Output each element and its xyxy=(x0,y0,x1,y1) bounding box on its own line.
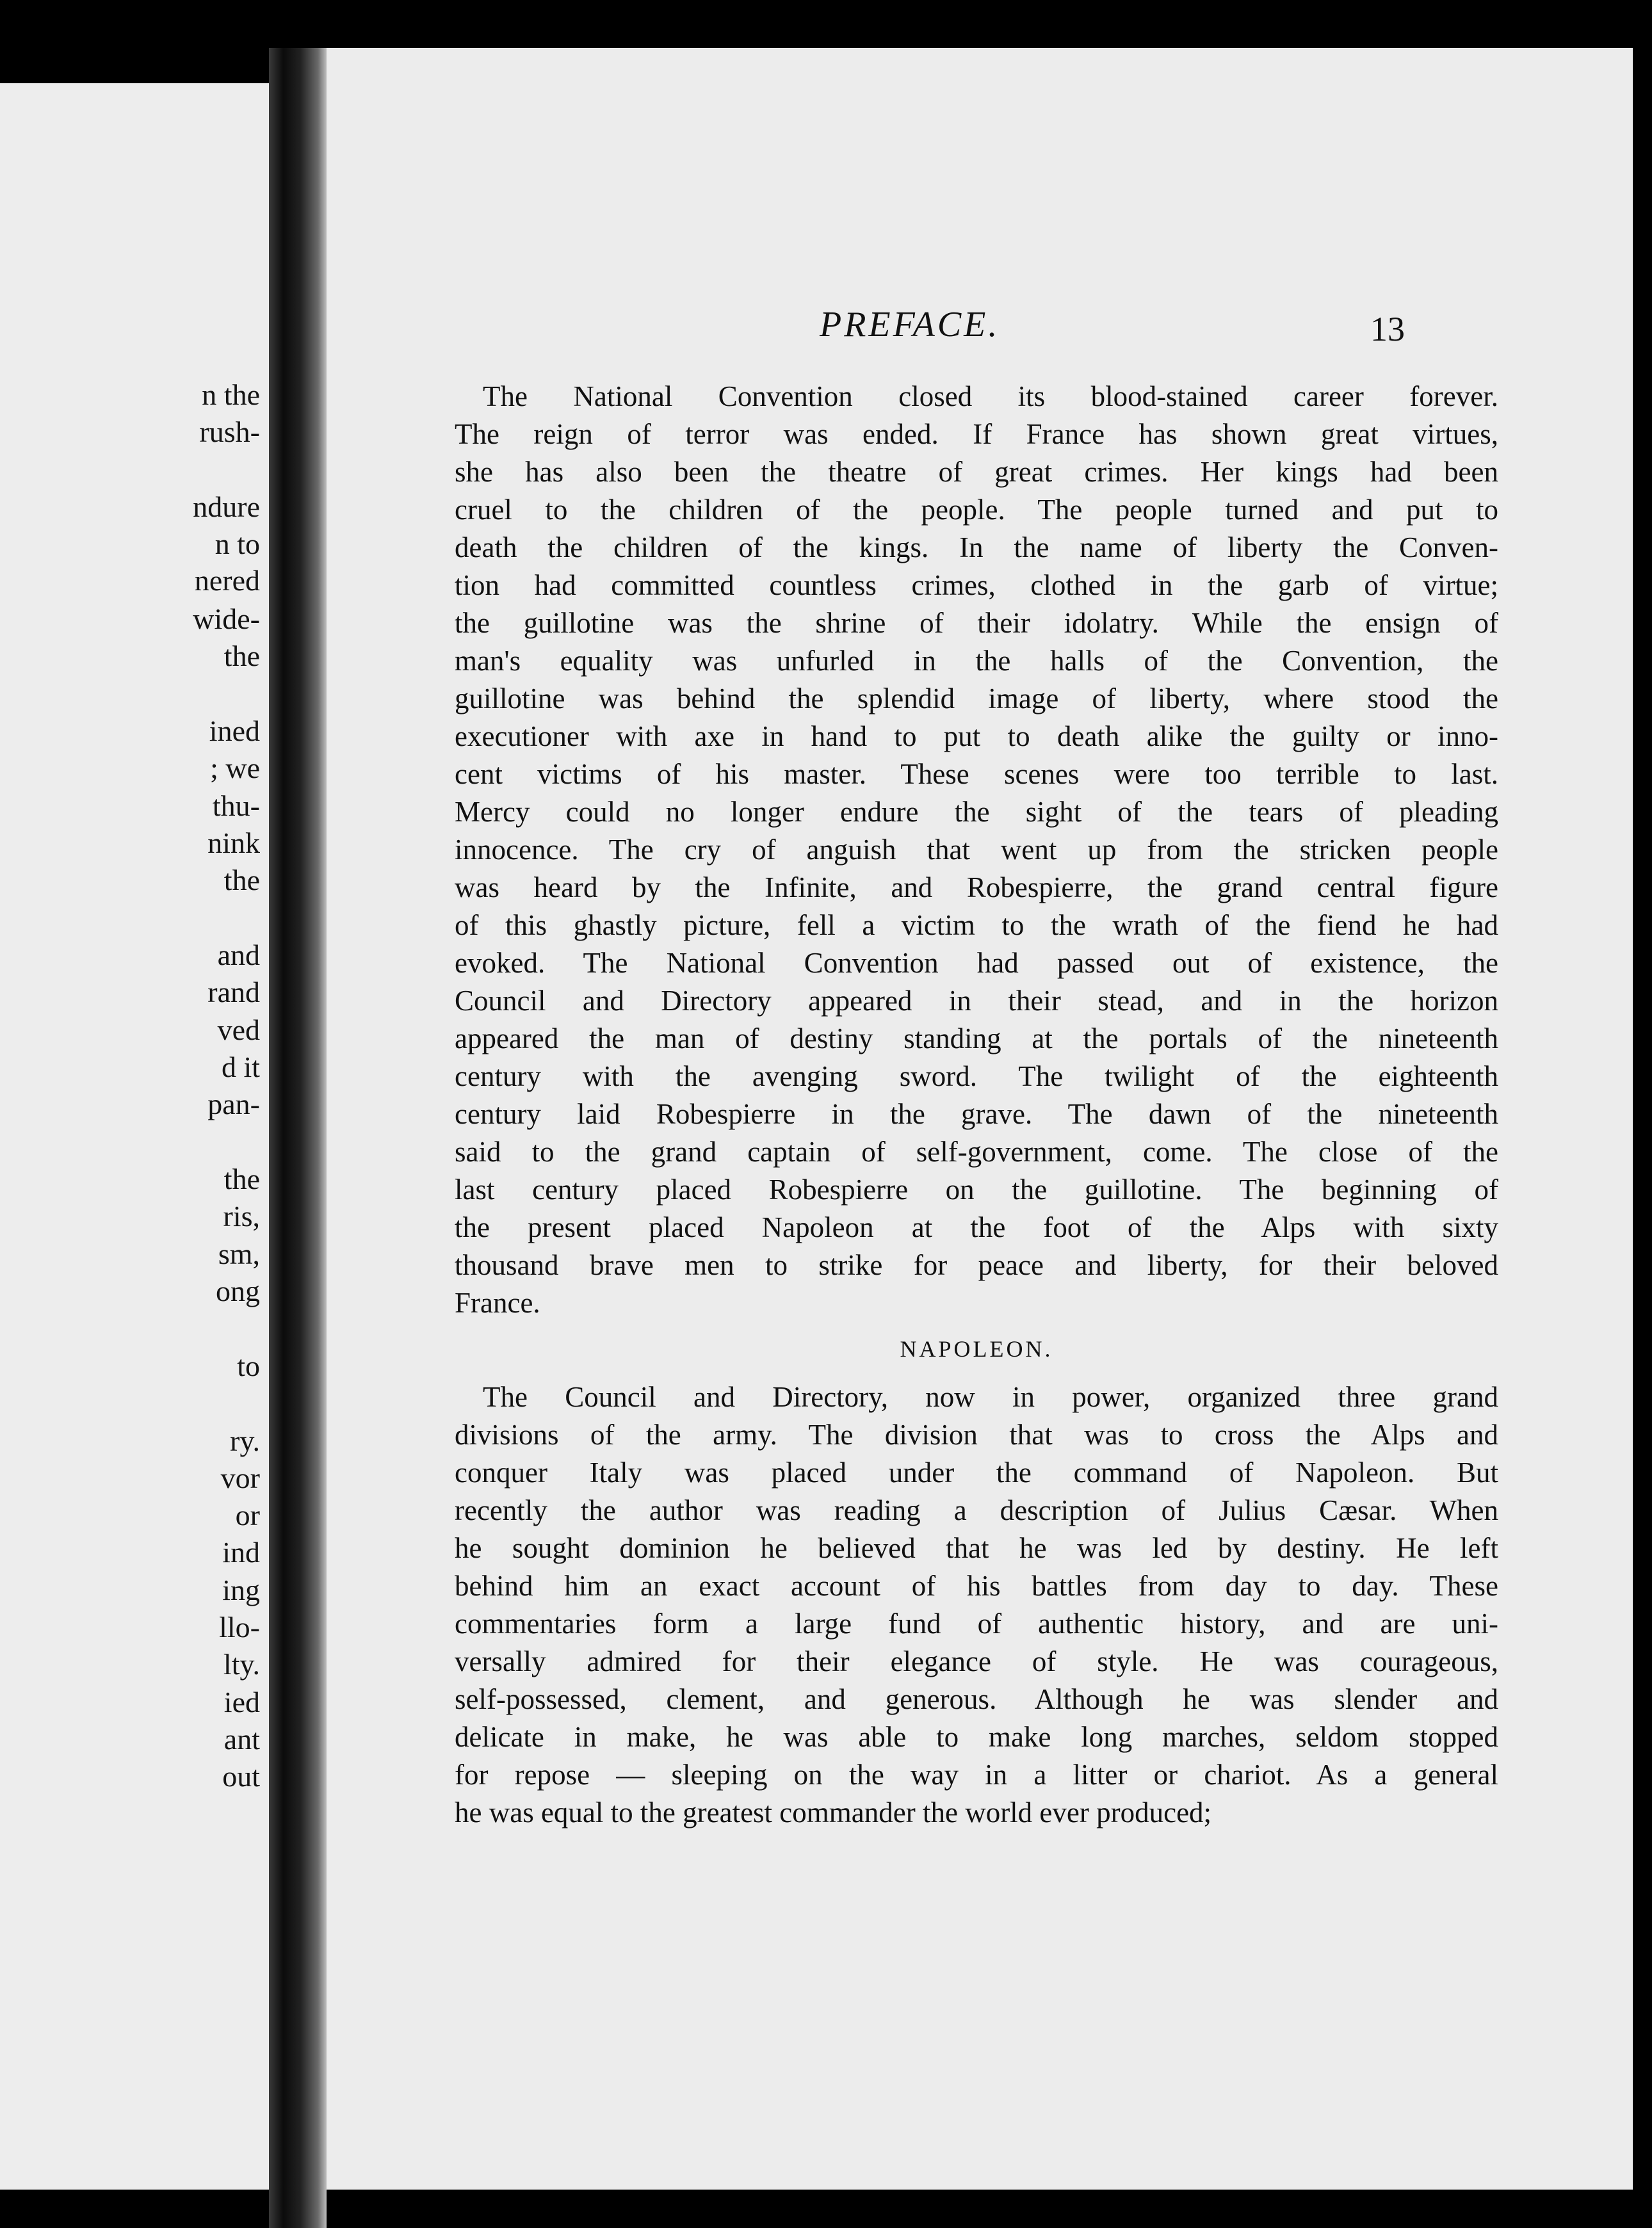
left-page-fragment: wide- xyxy=(193,602,260,635)
left-page-fragment: rand xyxy=(207,976,260,1008)
paragraph-1-line: century laid Robespierre in the grave. The dawn of the nineteenth xyxy=(455,1098,1498,1130)
left-page-text-fragments xyxy=(0,83,260,2190)
paragraph-1-line: The reign of terror was ended. If France has shown great virtues, xyxy=(455,418,1498,450)
paragraph-2-line: divisions of the army. The division that was to cross the Alps and xyxy=(455,1419,1498,1451)
paragraph-2-line: behind him an exact account of his battles from day to day. These xyxy=(455,1570,1498,1602)
paragraph-1-line: last century placed Robespierre on the guillotine. The beginning of xyxy=(455,1174,1498,1206)
left-page-fragment: nink xyxy=(207,827,260,859)
running-title: PREFACE. xyxy=(820,305,1000,344)
left-page-fragment: out xyxy=(222,1760,260,1793)
paragraph-1-line: of this ghastly picture, fell a victim to the wrath of the fiend he had xyxy=(455,909,1498,941)
left-page-fragment: ; we xyxy=(210,752,260,784)
left-page-fragment: pan- xyxy=(207,1088,260,1120)
body-text xyxy=(455,378,1498,1832)
paragraph-1-line: appeared the man of destiny standing at the portals of the nineteenth xyxy=(455,1022,1498,1054)
paragraph-1-line: century with the avenging sword. The twilight of the eighteenth xyxy=(455,1060,1498,1092)
paragraph-2 xyxy=(455,1378,1498,1832)
paragraph-1-line: man's equality was unfurled in the halls of the Convention, the xyxy=(455,645,1498,677)
left-page-fragment: ved xyxy=(217,1013,260,1046)
left-page-fragment: ris, xyxy=(223,1200,260,1232)
page-number: 13 xyxy=(1370,310,1405,348)
paragraph-2-line: conquer Italy was placed under the command of Napoleon. But xyxy=(455,1457,1498,1489)
paragraph-1-line: guillotine was behind the splendid image of liberty, where stood the xyxy=(455,682,1498,714)
left-page-fragment: thu- xyxy=(212,789,260,822)
paragraph-1-line: death the children of the kings. In the name of liberty the Conven- xyxy=(455,531,1498,563)
paragraph-2-line: commentaries form a large fund of authentic history, and are uni- xyxy=(455,1608,1498,1640)
paragraph-1-line: The National Convention closed its blood-stained career forever. xyxy=(483,380,1498,412)
left-page-fragment: or xyxy=(235,1499,260,1531)
left-page-fragment: ing xyxy=(222,1574,260,1606)
left-page xyxy=(0,83,269,2190)
left-page-fragment: the xyxy=(223,1163,260,1195)
paragraph-1-line: cruel to the children of the people. The people turned and put to xyxy=(455,494,1498,526)
left-page-fragment: n the xyxy=(202,378,260,411)
book-gutter xyxy=(269,48,327,2228)
left-page-fragment: ied xyxy=(223,1686,260,1718)
page-header xyxy=(327,304,1633,355)
left-page-fragment: to xyxy=(237,1350,260,1382)
left-page-fragment: the xyxy=(223,640,260,672)
paragraph-1-line: evoked. The National Convention had passed out of existence, the xyxy=(455,947,1498,979)
paragraph-2-line: recently the author was reading a description of Julius Cæsar. When xyxy=(455,1494,1498,1526)
left-page-fragment: nered xyxy=(194,564,260,597)
paragraph-1-line: she has also been the theatre of great crimes. Her kings had been xyxy=(455,456,1498,488)
paragraph-2-line: for repose — sleeping on the way in a litter or chariot. As a general xyxy=(455,1759,1498,1791)
paragraph-2-line: self-possessed, clement, and generous. Although he was slender and xyxy=(455,1683,1498,1715)
left-page-fragment: ined xyxy=(209,714,260,747)
left-page-fragment: the xyxy=(223,864,260,896)
paragraph-2-line: he sought dominion he believed that he was led by destiny. He left xyxy=(455,1532,1498,1564)
paragraph-1-line: tion had committed countless crimes, clothed in the garb of virtue; xyxy=(455,569,1498,601)
left-page-fragment: and xyxy=(217,939,260,971)
paragraph-1-line: innocence. The cry of anguish that went up from the stricken people xyxy=(455,834,1498,866)
paragraph-2-line: he was equal to the greatest commander the world ever produced; xyxy=(455,1796,1212,1828)
paragraph-1-line: thousand brave men to strike for peace and liberty, for their beloved xyxy=(455,1249,1498,1281)
paragraph-1-line: the present placed Napoleon at the foot of the Alps with sixty xyxy=(455,1211,1498,1243)
paragraph-2-line: The Council and Directory, now in power, organized three grand xyxy=(483,1381,1498,1413)
paragraph-2-line: delicate in make, he was able to make long marches, seldom stopped xyxy=(455,1721,1498,1753)
paragraph-1-line: France. xyxy=(455,1287,540,1319)
left-page-fragment: ant xyxy=(223,1723,260,1756)
paragraph-1 xyxy=(455,378,1498,1322)
left-page-fragment: ry. xyxy=(230,1425,260,1457)
left-page-fragment: vor xyxy=(220,1462,260,1494)
paragraph-1-line: executioner with axe in hand to put to death alike the guilty or inno- xyxy=(455,720,1498,752)
paragraph-1-line: said to the grand captain of self-government, come. The close of the xyxy=(455,1136,1498,1168)
paragraph-1-line: Mercy could no longer endure the sight of the tears of pleading xyxy=(455,796,1498,828)
paragraph-2-line: versally admired for their elegance of style. He was courageous, xyxy=(455,1645,1498,1677)
left-page-fragment: rush- xyxy=(199,416,260,448)
paragraph-1-line: Council and Directory appeared in their stead, and in the horizon xyxy=(455,985,1498,1017)
left-page-fragment: sm, xyxy=(218,1238,260,1270)
paragraph-1-line: cent victims of his master. These scenes were too terrible to last. xyxy=(455,758,1498,790)
left-page-fragment: lty. xyxy=(223,1648,260,1681)
section-heading: NAPOLEON. xyxy=(900,1336,1053,1362)
left-page-fragment: ndure xyxy=(193,490,260,523)
paragraph-1-line: was heard by the Infinite, and Robespierre, the grand central figure xyxy=(455,871,1498,903)
left-page-fragment: llo- xyxy=(219,1611,260,1643)
left-page-fragment: n to xyxy=(215,528,260,560)
left-page-fragment: ong xyxy=(216,1275,260,1307)
paragraph-1-line: the guillotine was the shrine of their idolatry. While the ensign of xyxy=(455,607,1498,639)
left-page-fragment: ind xyxy=(222,1536,260,1569)
right-page xyxy=(327,48,1633,2190)
left-page-fragment: d it xyxy=(221,1051,260,1083)
